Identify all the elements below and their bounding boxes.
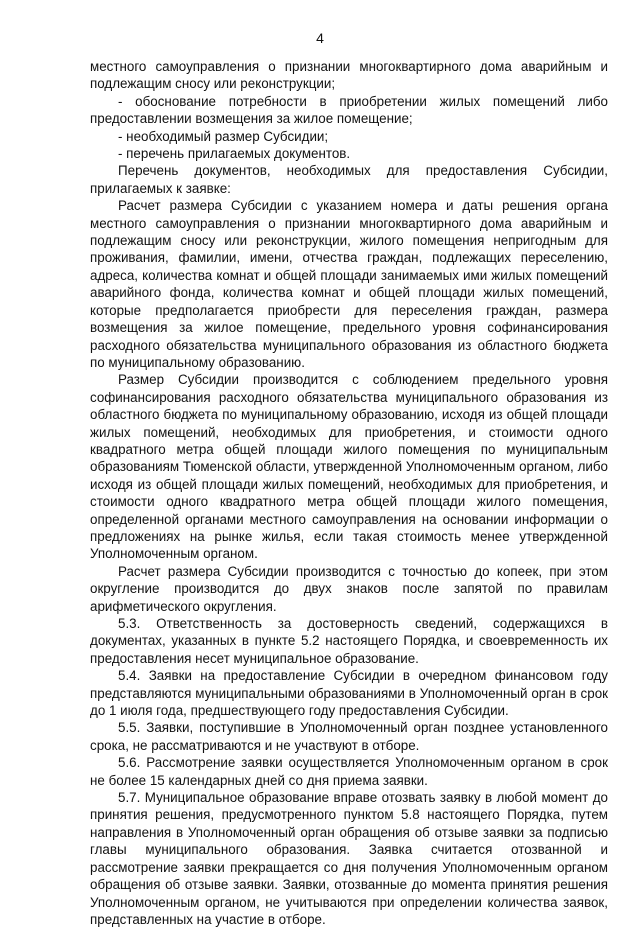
paragraph-subsidy-calculation: Расчет размера Субсидии с указанием номера и даты решения органа местного самоуправления о признании многоквартирного дома аварийным и подлежащим сносу или реконструкции, жилого помещения непригодным для проживания, фамилии, имени, отчества граждан, подлежащих переселению, адреса, количества комнат и общей площади занимаемых ими жилых помещений аварийного фонда, количества комнат и общей площади жилых помещений, которые предполагается приобрести для переселения граждан, размера возмещения за жилое помещение, предельного уровня софинансирования расходного обязательства муниципального образования из областного бюджета по муниципальному образованию. bbox=[90, 198, 608, 370]
paragraph-subsidy-amount: Размер Субсидии производится с соблюдением предельного уровня софинансирования расходного обязательства муниципального образования из областного бюджета по муниципальному образованию, исходя из общей площади жилых помещений, необходимых для приобретения, и стоимости одного квадратного метра общей площади жилого помещения по муниципальным образованиям Тюменской области, утвержденной Уполномоченным органом, либо исходя из общей площади жилых помещений, необходимых для приобретения, и стоимости одного квадратного метра общей площади жилого помещения, определенной органами местного самоуправления на основании информации о предложениях на рынке жилья, если такая стоимость менее утвержденной Уполномоченным органом. bbox=[90, 372, 608, 562]
paragraph-continuation: местного самоуправления о признании многоквартирного дома аварийным и подлежащим сносу или реконструкции; bbox=[90, 59, 608, 92]
paragraph-5-3: 5.3. Ответственность за достоверность сведений, содержащихся в документах, указанных в пункте 5.2 настоящего Порядка, и своевременность их предоставления несет муниципальное образование. bbox=[90, 616, 608, 666]
paragraph-rounding: Расчет размера Субсидии производится с точностью до копеек, при этом округление производится до двух знаков после запятой по правилам арифметического округления. bbox=[90, 563, 608, 614]
paragraph-attached-documents: - перечень прилагаемых документов. bbox=[118, 146, 351, 162]
paragraph-5-6: 5.6. Рассмотрение заявки осуществляется Уполномоченным органом в срок не более 15 календарных дней со дня приема заявки. bbox=[90, 755, 608, 788]
paragraph-5-5: 5.5. Заявки, поступившие в Уполномоченный орган позднее установленного срока, не рассматриваются и не участвуют в отборе. bbox=[90, 720, 608, 753]
page-number: 4 bbox=[316, 30, 324, 46]
paragraph-subsidy-size: - необходимый размер Субсидии; bbox=[118, 128, 329, 144]
paragraph-5-7: 5.7. Муниципальное образование вправе отозвать заявку в любой момент до принятия решения, предусмотренного пунктом 5.8 настоящего Порядка, путем направления в Уполномоченный орган обращения об отзыве заявки за подписью главы муниципального образования. Заявка считается отозванной и рассмотрение заявки прекращается со дня получения Уполномоченным органом обращения об отзыве заявки. Заявки, отозванные до момента принятия решения Уполномоченным органом, не учитываются при определении количества заявок, представленных на участие в отборе. bbox=[90, 790, 608, 927]
paragraph-documents-list: Перечень документов, необходимых для предоставления Субсидии, прилагаемых к заявке: bbox=[90, 163, 608, 196]
paragraph-5-4: 5.4. Заявки на предоставление Субсидии в очередном финансовом году представляются муниципальными образованиями в Уполномоченный орган в срок до 1 июля года, предшествующего году предоставления Субсидии. bbox=[90, 668, 608, 719]
document-body bbox=[90, 58, 608, 928]
paragraph-need-justification: - обоснование потребности в приобретении жилых помещений либо предоставлении возмещения за жилое помещение; bbox=[90, 93, 608, 127]
